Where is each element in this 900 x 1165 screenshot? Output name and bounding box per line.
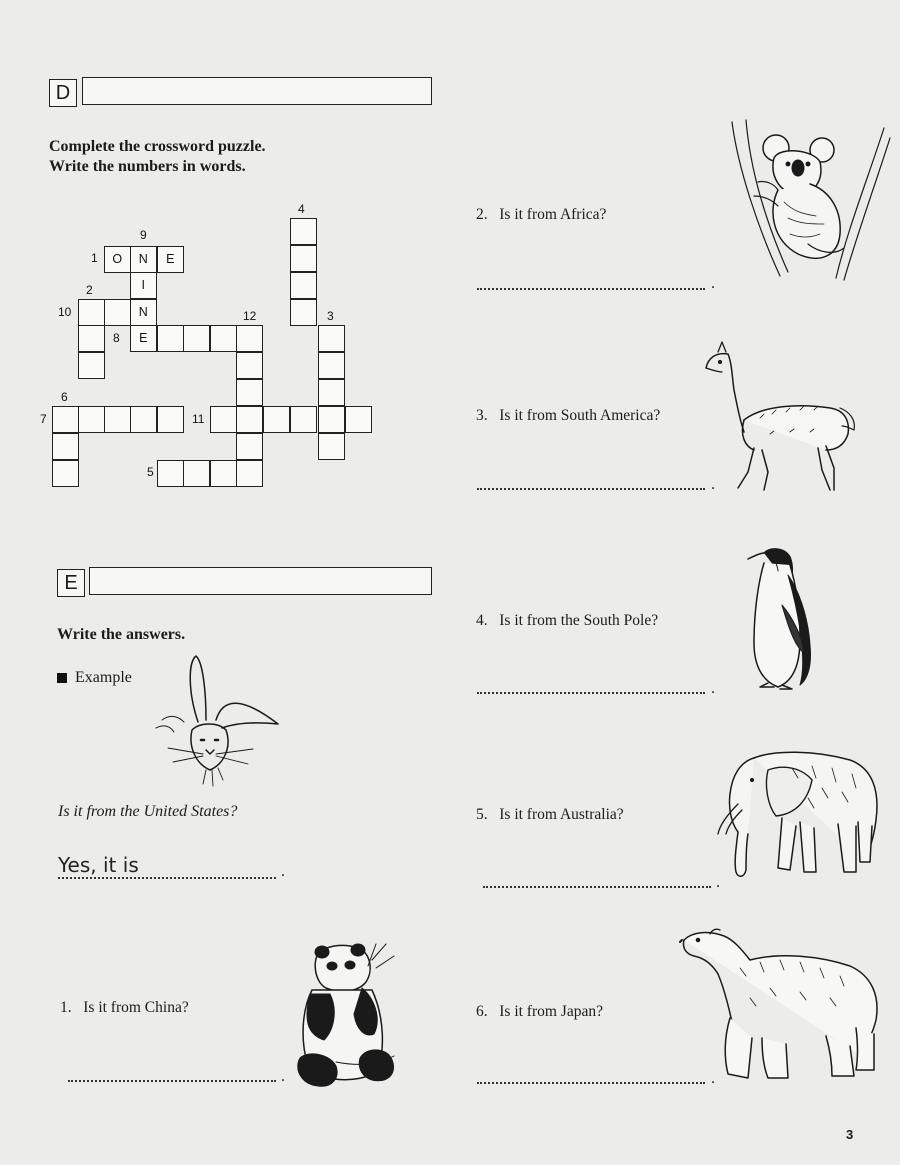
crossword-cell[interactable]: [236, 433, 263, 460]
example-label-text: Example: [75, 669, 132, 686]
clue-number: 2: [86, 283, 93, 297]
question-1: [60, 999, 189, 1017]
crossword-cell[interactable]: [318, 325, 345, 352]
answer-line-1[interactable]: [68, 1074, 276, 1082]
example-question: Is it from the United States?: [58, 803, 238, 820]
llama-icon: [700, 338, 860, 498]
question-6: [476, 1003, 603, 1021]
clue-number: 9: [140, 228, 147, 242]
section-d-instructions: [49, 137, 266, 177]
crossword-cell[interactable]: [236, 460, 263, 487]
clue-number: 5: [147, 465, 154, 479]
period: .: [281, 1068, 285, 1085]
clue-number: 3: [327, 309, 334, 323]
section-e-letter: E: [57, 569, 85, 597]
crossword-cell[interactable]: [210, 460, 237, 487]
answer-line-5[interactable]: [483, 880, 711, 888]
crossword-cell[interactable]: [183, 460, 210, 487]
rabbit-icon: [148, 652, 288, 792]
crossword-cell[interactable]: [290, 218, 317, 245]
crossword-cell[interactable]: [78, 325, 105, 352]
question-text: Is it from China?: [83, 999, 189, 1016]
question-3: [476, 407, 660, 425]
question-5: [476, 806, 624, 824]
crossword-cell[interactable]: [210, 325, 237, 352]
crossword-cell[interactable]: [236, 379, 263, 406]
section-d-letter: D: [49, 79, 77, 107]
question-text: Is it from Japan?: [499, 1003, 603, 1020]
period: .: [716, 874, 720, 891]
penguin-icon: [744, 545, 824, 695]
period: .: [281, 863, 285, 880]
question-text: Is it from Australia?: [499, 806, 624, 823]
example-answer: Yes, it is: [58, 853, 139, 877]
bullet-icon: [57, 673, 67, 683]
period: .: [711, 1070, 715, 1087]
crossword-cell[interactable]: [318, 352, 345, 379]
crossword-cell[interactable]: [78, 352, 105, 379]
crossword-cell[interactable]: E: [157, 246, 184, 273]
answer-line-2[interactable]: [477, 282, 705, 290]
answer-line-3[interactable]: [477, 482, 705, 490]
crossword-cell[interactable]: [210, 406, 237, 433]
example-label: [57, 669, 132, 687]
crossword-cell[interactable]: [290, 406, 317, 433]
crossword-cell[interactable]: [345, 406, 372, 433]
instruction-line-2: Write the numbers in words.: [49, 158, 246, 175]
crossword-cell[interactable]: [104, 406, 131, 433]
crossword-cell[interactable]: [52, 406, 79, 433]
period: .: [711, 275, 715, 292]
example-answer-line: [58, 871, 276, 879]
period: .: [711, 476, 715, 493]
panda-icon: [292, 940, 402, 1095]
crossword-cell[interactable]: [78, 299, 105, 326]
crossword-cell[interactable]: [52, 460, 79, 487]
page-number: 3: [846, 1127, 854, 1142]
crossword-cell[interactable]: [318, 406, 345, 433]
section-d-title-bar: [82, 77, 432, 105]
question-text: Is it from the South Pole?: [499, 612, 659, 629]
crossword-cell[interactable]: [290, 299, 317, 326]
clue-number: 4: [298, 202, 305, 216]
question-number: 1.: [60, 999, 72, 1016]
crossword-cell[interactable]: [157, 460, 184, 487]
crossword-cell[interactable]: [183, 325, 210, 352]
crossword-cell[interactable]: [236, 325, 263, 352]
section-e-instructions: Write the answers.: [57, 626, 186, 643]
clue-number: 11: [192, 412, 205, 426]
question-2: [476, 206, 606, 224]
question-4: [476, 612, 658, 630]
question-number: 5.: [476, 806, 488, 823]
clue-number: 1: [91, 251, 98, 265]
koala-icon: [728, 118, 888, 278]
crossword-cell[interactable]: N: [130, 246, 157, 273]
polar-bear-icon: [680, 928, 885, 1088]
crossword-cell[interactable]: [157, 325, 184, 352]
question-number: 6.: [476, 1003, 488, 1020]
clue-number: 8: [113, 331, 120, 345]
crossword-cell[interactable]: [52, 433, 79, 460]
crossword-cell[interactable]: [236, 352, 263, 379]
crossword-cell[interactable]: [157, 406, 184, 433]
crossword-cell[interactable]: I: [130, 272, 157, 299]
clue-number: 7: [40, 412, 47, 426]
crossword-cell[interactable]: [263, 406, 290, 433]
question-text: Is it from South America?: [499, 407, 661, 424]
instruction-line-1: Complete the crossword puzzle.: [49, 138, 266, 155]
question-number: 3.: [476, 407, 488, 424]
crossword-cell[interactable]: O: [104, 246, 131, 273]
period: .: [711, 680, 715, 697]
crossword-cell[interactable]: [318, 433, 345, 460]
question-text: Is it from Africa?: [499, 206, 607, 223]
crossword-cell[interactable]: [318, 379, 345, 406]
clue-number: 12: [243, 309, 257, 323]
section-e-title-bar: [89, 567, 432, 595]
question-number: 4.: [476, 612, 488, 629]
crossword-cell[interactable]: [78, 406, 105, 433]
answer-line-6[interactable]: [477, 1076, 705, 1084]
crossword-cell[interactable]: [236, 406, 263, 433]
clue-number: 10: [58, 305, 72, 319]
elephant-icon: [712, 748, 882, 893]
crossword-cell[interactable]: [104, 299, 131, 326]
crossword-cell[interactable]: [290, 272, 317, 299]
crossword-cell[interactable]: [290, 245, 317, 272]
answer-line-4[interactable]: [477, 686, 705, 694]
crossword-cell[interactable]: E: [130, 325, 157, 352]
clue-number: 6: [61, 390, 68, 404]
crossword-cell[interactable]: [130, 406, 157, 433]
question-number: 2.: [476, 206, 488, 223]
crossword-cell[interactable]: N: [130, 299, 157, 326]
